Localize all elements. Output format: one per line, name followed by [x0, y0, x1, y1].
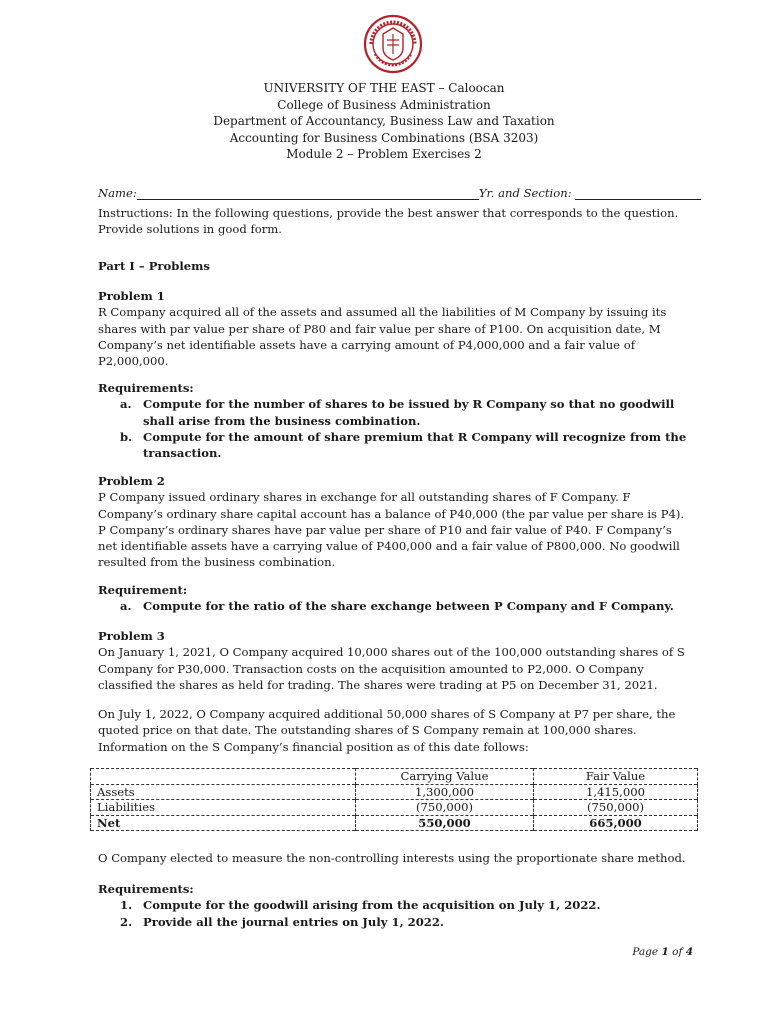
problem1-requirements — [98, 380, 688, 461]
problem2-req-a: a. Compute for the ratio of the share exchange between P Company and F Company. — [120, 599, 674, 614]
table-header-cell: Fair Value — [534, 769, 698, 785]
problem1-req-b: b. Compute for the amount of share premium that R Company will recognize from the transaction. — [120, 429, 687, 461]
table-cell: 665,000 — [534, 815, 698, 831]
problem3-text2: On July 1, 2022, O Company acquired additional 50,000 shares of S Company at P7 per share, the quoted price on that date. The outstanding shares of S Company remain at 100,000 shares. Information on the S Company’s financial position as of this date follows: — [98, 707, 676, 754]
table-cell: 1,300,000 — [356, 784, 534, 800]
name-label: Name: — [98, 186, 137, 200]
university-name: UNIVERSITY OF THE EAST – Caloocan — [263, 81, 505, 95]
table-cell: 1,415,000 — [534, 784, 698, 800]
instructions-text: Instructions: In the following questions, provide the best answer that corresponds to the question. Provide solutions in good form. — [98, 206, 679, 237]
problem2 — [98, 473, 688, 571]
problem3-text1: On January 1, 2021, O Company acquired 10,000 shares out of the 100,000 outstanding shares of S Company for P30,000. Transaction costs on the acquisition amounted to P2,000. O Company classified the shares as held for trading. The shares were trading at P5 on December 31, 2021. — [98, 645, 685, 692]
problem3-req-1: 1. Compute for the goodwill arising from the acquisition on July 1, 2022. — [120, 898, 601, 913]
table-cell: Net — [91, 815, 356, 831]
college-name: College of Business Administration — [277, 97, 491, 112]
problem2-text: P Company issued ordinary shares in exchange for all outstanding shares of F Company. F Company’s ordinary share capital account has a balance of P40,000 (the par value per share is P4). P Company’s ordinary shares have par value per share of P10 and fair value of P40. F Company’s net identifiable assets have a carrying value of P400,000 and a fair value of P800,000. No goodwill resulted from the business combination. — [98, 490, 685, 570]
problem3-paragraph2 — [98, 706, 688, 755]
problem1-req-title: Requirements: — [98, 381, 194, 395]
table-cell: (750,000) — [534, 800, 698, 816]
problem3-paragraph3 — [98, 850, 688, 866]
problem3-req-title: Requirements: — [98, 882, 194, 896]
name-section-line — [98, 186, 678, 200]
table-header-row — [91, 769, 698, 785]
section-field[interactable] — [575, 187, 701, 200]
table-row — [91, 784, 698, 800]
department-name: Department of Accountancy, Business Law and Taxation — [213, 114, 555, 128]
document-header — [0, 80, 768, 163]
problem2-req-title: Requirement: — [98, 583, 188, 597]
part1-title: Part I – Problems — [98, 259, 210, 273]
table-row-total — [91, 815, 698, 831]
problem3-text3: O Company elected to measure the non-controlling interests using the proportionate share method. — [98, 851, 686, 865]
problem3-req-2: 2. Provide all the journal entries on July 1, 2022. — [120, 914, 444, 929]
course-title: Accounting for Business Combinations (BSA 3203) — [229, 130, 539, 145]
problem3 — [98, 628, 688, 693]
table-cell: 550,000 — [356, 815, 534, 831]
table-header-cell: Carrying Value — [356, 769, 534, 785]
table-cell: Assets — [91, 784, 356, 800]
table-row — [91, 800, 698, 816]
table-cell: Liabilities — [91, 800, 356, 816]
module-title: Module 2 – Problem Exercises 2 — [286, 147, 482, 161]
university-seal-icon — [363, 14, 423, 74]
problem2-requirements — [98, 582, 688, 615]
problem1-title: Problem 1 — [98, 289, 165, 303]
problem1 — [98, 288, 688, 369]
problem1-text: R Company acquired all of the assets and assumed all the liabilities of M Company by issuing its shares with par value per share of P80 and fair value per share of P100. On acquisition date, M Company’s net identifiable assets have a carrying amount of P4,000,000 and a fair value of P2,000,000. — [98, 305, 667, 369]
instructions — [98, 205, 688, 238]
problem1-req-a: a. Compute for the number of shares to be issued by R Company so that no goodwill shall arise from the business combination. — [120, 397, 675, 428]
table-header-cell — [91, 769, 356, 785]
problem3-requirements — [98, 881, 688, 930]
problem3-title: Problem 3 — [98, 629, 165, 643]
page-number: Page 1 of 4 — [632, 946, 693, 958]
financial-position-table — [90, 768, 698, 831]
table-cell: (750,000) — [356, 800, 534, 816]
name-field[interactable] — [137, 187, 479, 200]
section-label: Yr. and Section: — [478, 186, 572, 200]
problem2-title: Problem 2 — [98, 474, 165, 488]
